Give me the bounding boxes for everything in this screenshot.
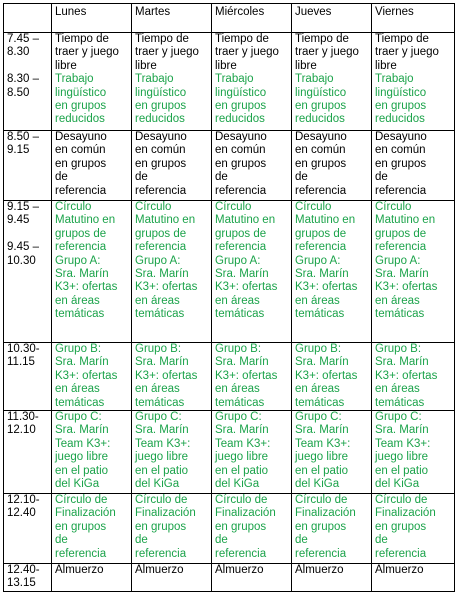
activity-line-green: referencia [375, 241, 427, 254]
text-line: Tiempo de [295, 33, 349, 45]
text-line: en común [215, 144, 266, 157]
activity-cell [52, 494, 132, 564]
activity-line-green: Círculo de [295, 494, 348, 507]
activity-cell [132, 494, 212, 564]
activity-line-green: Trabajo [55, 73, 94, 86]
activity-line-green: reducidos [295, 113, 345, 126]
header-row [4, 4, 455, 33]
text-line: referencia [375, 184, 427, 197]
activity-line-green: en áreas [375, 294, 420, 307]
activity-line-green: reducidos [215, 113, 265, 126]
text-line: Desayuno [55, 131, 107, 143]
text-line: Desayuno [135, 131, 187, 143]
activity-line-green: Grupo B: [135, 343, 182, 355]
text-line: en común [295, 144, 346, 157]
time-cell [4, 33, 52, 131]
text-line: referencia [135, 184, 187, 197]
time-cell [4, 411, 52, 494]
activity-cell [212, 411, 292, 494]
activity-cell [132, 411, 212, 494]
text-line: referencia [215, 184, 267, 197]
activity-line-green: en grupos [215, 520, 267, 533]
activity-line-green: en áreas [215, 383, 260, 396]
activity-line-green: temáticas [55, 308, 105, 321]
activity-line-green: Team K3+: [295, 437, 351, 450]
activity-line-green: en áreas [55, 383, 100, 396]
activity-line-green: Círculo de [55, 494, 108, 507]
day-header: Jueves [292, 4, 372, 33]
activity-line-green: Grupo C: [295, 411, 342, 424]
activity-line-green: Trabajo [295, 73, 334, 86]
text-line: traer y juego [215, 46, 279, 59]
text-line: en grupos [215, 157, 267, 170]
schedule-row [4, 33, 455, 131]
activity-line-green: Finalización [295, 507, 356, 520]
activity-line-green: en el patio [55, 464, 109, 477]
activity-line-green: Sra. Marín [375, 424, 429, 437]
activity-line-green: Círculo de [135, 494, 188, 507]
activity-cell [52, 33, 132, 131]
text-line: de [295, 171, 308, 184]
activity-cell [372, 201, 455, 343]
activity-line-green: Team K3+: [375, 437, 431, 450]
activity-line-green: grupos de [135, 227, 187, 240]
schedule-row [4, 201, 455, 343]
activity-line-green: K3+: ofertas [55, 281, 118, 294]
activity-line-green: en grupos [55, 520, 107, 533]
activity-cell [292, 494, 372, 564]
activity-line-green: K3+: ofertas [295, 369, 358, 382]
activity-line-green: en grupos [375, 100, 427, 113]
activity-cell [372, 131, 455, 201]
activity-line-green: Sra. Marín [375, 268, 429, 281]
activity-line-green: Círculo [135, 201, 172, 213]
text-line: en grupos [375, 157, 427, 170]
activity-cell [52, 411, 132, 494]
activity-line-green: Grupo A: [135, 254, 181, 267]
activity-line-green: en grupos [295, 520, 347, 533]
activity-line-green: lingüístico [295, 86, 347, 99]
text-line: en común [135, 144, 186, 157]
activity-line-green: temáticas [295, 396, 345, 409]
activity-line-green: temáticas [375, 396, 425, 409]
activity-cell [212, 201, 292, 343]
text-line: Almuerzo [215, 564, 264, 577]
time-cell [4, 494, 52, 564]
activity-line-green: referencia [215, 547, 267, 560]
activity-line-green: Finalización [375, 507, 436, 520]
activity-cell [52, 564, 132, 592]
activity-line-green: en grupos [295, 100, 347, 113]
text-line: traer y juego [375, 46, 439, 59]
activity-line-green: Team K3+: [55, 437, 111, 450]
text-line: 8.30 [7, 46, 30, 59]
activity-line-green: en áreas [135, 294, 180, 307]
text-line: Desayuno [375, 131, 427, 143]
activity-line-green: de [135, 534, 148, 547]
activity-line-green: Finalización [55, 507, 116, 520]
text-line: 11.30- [7, 411, 39, 424]
activity-line-green: Círculo de [215, 494, 268, 507]
activity-line-green: juego libre [215, 451, 269, 464]
text-line: de [55, 171, 68, 184]
activity-line-green: Círculo de [375, 494, 428, 507]
activity-line-green: referencia [295, 241, 347, 254]
activity-line-green: en áreas [375, 383, 420, 396]
activity-line-green: Finalización [215, 507, 276, 520]
activity-cell [52, 343, 132, 411]
spacer [7, 60, 49, 73]
activity-line-green: referencia [215, 241, 267, 254]
day-header: Lunes [52, 4, 132, 33]
text-line: 7.45 – [7, 33, 39, 45]
activity-line-green: K3+: ofertas [295, 281, 358, 294]
activity-line-green: Grupo C: [55, 411, 102, 424]
activity-line-green: Matutino en [135, 214, 196, 227]
activity-line-green: grupos de [375, 227, 427, 240]
text-line: en grupos [135, 157, 187, 170]
text-line: de [375, 171, 388, 184]
text-line: 8.50 [7, 86, 30, 99]
text-line: traer y juego [295, 46, 359, 59]
activity-line-green: Grupo B: [295, 343, 342, 355]
schedule-row [4, 411, 455, 494]
text-line: libre [295, 59, 317, 72]
activity-line-green: grupos de [215, 227, 267, 240]
activity-line-green: grupos de [295, 227, 347, 240]
activity-line-green: Círculo [215, 201, 252, 213]
activity-line-green: Grupo C: [135, 411, 182, 424]
activity-line-green: en el patio [295, 464, 349, 477]
activity-line-green: de [215, 534, 228, 547]
activity-line-green: Matutino en [295, 214, 356, 227]
text-line: Desayuno [295, 131, 347, 143]
activity-line-green: Matutino en [375, 214, 436, 227]
text-line: en común [55, 144, 106, 157]
corner-cell [4, 4, 52, 33]
text-line: referencia [55, 184, 107, 197]
activity-line-green: en grupos [135, 100, 187, 113]
text-line: 9.45 – [7, 241, 39, 254]
day-header: Martes [132, 4, 212, 33]
activity-line-green: temáticas [215, 396, 265, 409]
activity-cell [372, 494, 455, 564]
activity-line-green: de [55, 534, 68, 547]
schedule-row [4, 343, 455, 411]
activity-cell [52, 131, 132, 201]
text-line: 9.45 [7, 214, 30, 227]
text-line: 10.30 [7, 254, 36, 267]
activity-line-green: de [295, 534, 308, 547]
text-line: Tiempo de [215, 33, 269, 45]
activity-line-green: del KiGa [295, 478, 340, 491]
text-line: Almuerzo [135, 564, 184, 577]
activity-line-green: en grupos [215, 100, 267, 113]
activity-line-green: Grupo A: [55, 254, 101, 267]
text-line: referencia [295, 184, 347, 197]
activity-line-green: Grupo C: [215, 411, 262, 424]
activity-line-green: Sra. Marín [295, 268, 349, 281]
activity-line-green: en áreas [295, 383, 340, 396]
activity-line-green: Círculo [55, 201, 92, 213]
activity-line-green: referencia [55, 241, 107, 254]
activity-line-green: lingüístico [55, 86, 107, 99]
activity-line-green: en áreas [55, 294, 100, 307]
text-line: 12.10 [7, 424, 36, 437]
text-line: libre [215, 59, 237, 72]
activity-line-green: Trabajo [215, 73, 254, 86]
activity-line-green: Sra. Marín [215, 268, 269, 281]
activity-cell [292, 201, 372, 343]
schedule-body [4, 4, 455, 592]
activity-cell [292, 411, 372, 494]
text-line: 8.30 – [7, 73, 39, 86]
activity-line-green: del KiGa [55, 478, 100, 491]
activity-cell [372, 564, 455, 592]
activity-line-green: Trabajo [135, 73, 174, 86]
text-line: 12.40 [7, 507, 36, 520]
schedule-row [4, 494, 455, 564]
activity-line-green: juego libre [295, 451, 349, 464]
text-line: traer y juego [135, 46, 199, 59]
activity-line-green: del KiGa [375, 478, 420, 491]
activity-line-green: temáticas [135, 308, 185, 321]
activity-line-green: en grupos [135, 520, 187, 533]
activity-line-green: Sra. Marín [55, 424, 109, 437]
activity-line-green: juego libre [55, 451, 109, 464]
activity-cell [52, 201, 132, 343]
text-line: 9.15 [7, 144, 30, 157]
text-line: en grupos [295, 157, 347, 170]
activity-cell [292, 131, 372, 201]
activity-line-green: referencia [55, 547, 107, 560]
activity-line-green: temáticas [215, 308, 265, 321]
activity-line-green: lingüístico [215, 86, 267, 99]
activity-line-green: juego libre [375, 451, 429, 464]
text-line: Almuerzo [375, 564, 424, 577]
activity-line-green: temáticas [375, 308, 425, 321]
text-line: 13.15 [7, 577, 36, 590]
activity-line-green: K3+: ofertas [135, 281, 198, 294]
activity-line-green: Sra. Marín [375, 356, 429, 369]
activity-line-green: Team K3+: [215, 437, 271, 450]
activity-cell [212, 33, 292, 131]
activity-line-green: Trabajo [375, 73, 414, 86]
activity-line-green: K3+: ofertas [135, 369, 198, 382]
activity-line-green: Sra. Marín [55, 268, 109, 281]
activity-line-green: Grupo B: [375, 343, 422, 355]
activity-cell [372, 343, 455, 411]
schedule-row [4, 564, 455, 592]
activity-cell [292, 33, 372, 131]
activity-line-green: del KiGa [215, 478, 260, 491]
text-line: Tiempo de [135, 33, 189, 45]
activity-line-green: Sra. Marín [215, 424, 269, 437]
activity-cell [372, 411, 455, 494]
activity-line-green: Finalización [135, 507, 196, 520]
activity-line-green: lingüístico [375, 86, 427, 99]
activity-line-green: Grupo A: [215, 254, 261, 267]
activity-line-green: Grupo A: [375, 254, 421, 267]
activity-line-green: Matutino en [55, 214, 116, 227]
activity-line-green: Grupo C: [375, 411, 422, 424]
activity-line-green: K3+: ofertas [375, 281, 438, 294]
activity-line-green: Grupo B: [55, 343, 102, 355]
text-line: 12.40- [7, 564, 40, 577]
activity-line-green: referencia [135, 241, 187, 254]
activity-line-green: en el patio [215, 464, 269, 477]
text-line: Tiempo de [55, 33, 109, 45]
activity-cell [212, 564, 292, 592]
text-line: de [135, 171, 148, 184]
spacer [7, 228, 49, 241]
text-line: Almuerzo [55, 564, 104, 577]
activity-line-green: juego libre [135, 451, 189, 464]
time-cell [4, 343, 52, 411]
activity-line-green: Círculo [295, 201, 332, 213]
activity-line-green: K3+: ofertas [375, 369, 438, 382]
activity-line-green: Sra. Marín [135, 424, 189, 437]
activity-line-green: del KiGa [135, 478, 180, 491]
activity-line-green: Sra. Marín [295, 424, 349, 437]
activity-line-green: reducidos [135, 113, 185, 126]
schedule-row [4, 131, 455, 201]
text-line: Tiempo de [375, 33, 429, 45]
activity-line-green: reducidos [55, 113, 105, 126]
day-header: Viernes [372, 4, 455, 33]
activity-line-green: temáticas [135, 396, 185, 409]
text-line: 9.15 – [7, 201, 39, 213]
time-cell [4, 131, 52, 201]
text-line: en común [375, 144, 426, 157]
activity-line-green: Círculo [375, 201, 412, 213]
activity-line-green: K3+: ofertas [215, 369, 278, 382]
activity-cell [212, 131, 292, 201]
activity-line-green: lingüístico [135, 86, 187, 99]
activity-line-green: en áreas [295, 294, 340, 307]
activity-line-green: reducidos [375, 113, 425, 126]
activity-line-green: Sra. Marín [215, 356, 269, 369]
time-cell [4, 201, 52, 343]
text-line: Almuerzo [295, 564, 344, 577]
activity-line-green: en grupos [375, 520, 427, 533]
activity-line-green: K3+: ofertas [55, 369, 118, 382]
activity-line-green: Team K3+: [135, 437, 191, 450]
activity-line-green: en áreas [215, 294, 260, 307]
activity-line-green: Matutino en [215, 214, 276, 227]
activity-cell [212, 494, 292, 564]
activity-cell [132, 33, 212, 131]
activity-cell [372, 33, 455, 131]
text-line: de [215, 171, 228, 184]
text-line: 11.15 [7, 356, 35, 369]
activity-line-green: Sra. Marín [135, 356, 189, 369]
activity-line-green: grupos de [55, 227, 107, 240]
activity-cell [132, 564, 212, 592]
activity-line-green: Sra. Marín [55, 356, 109, 369]
text-line: libre [55, 59, 77, 72]
activity-line-green: temáticas [55, 396, 105, 409]
text-line: 10.30- [7, 343, 40, 355]
activity-line-green: en grupos [55, 100, 107, 113]
activity-line-green: Sra. Marín [295, 356, 349, 369]
activity-cell [212, 343, 292, 411]
text-line: en grupos [55, 157, 107, 170]
activity-cell [132, 343, 212, 411]
activity-line-green: referencia [135, 547, 187, 560]
text-line: traer y juego [55, 46, 119, 59]
activity-cell [132, 201, 212, 343]
text-line: 12.10- [7, 494, 40, 507]
activity-line-green: referencia [375, 547, 427, 560]
time-cell [4, 564, 52, 592]
weekly-schedule-table [3, 3, 455, 592]
text-line: libre [375, 59, 397, 72]
activity-line-green: en el patio [135, 464, 189, 477]
text-line: 8.50 – [7, 131, 39, 143]
activity-line-green: de [375, 534, 388, 547]
activity-line-green: temáticas [295, 308, 345, 321]
activity-cell [292, 564, 372, 592]
activity-cell [132, 131, 212, 201]
activity-line-green: Grupo A: [295, 254, 341, 267]
activity-line-green: en el patio [375, 464, 429, 477]
activity-line-green: Sra. Marín [135, 268, 189, 281]
activity-cell [292, 343, 372, 411]
text-line: libre [135, 59, 157, 72]
day-header: Miércoles [212, 4, 292, 33]
text-line: Desayuno [215, 131, 267, 143]
activity-line-green: referencia [295, 547, 347, 560]
activity-line-green: K3+: ofertas [215, 281, 278, 294]
activity-line-green: Grupo B: [215, 343, 262, 355]
activity-line-green: en áreas [135, 383, 180, 396]
